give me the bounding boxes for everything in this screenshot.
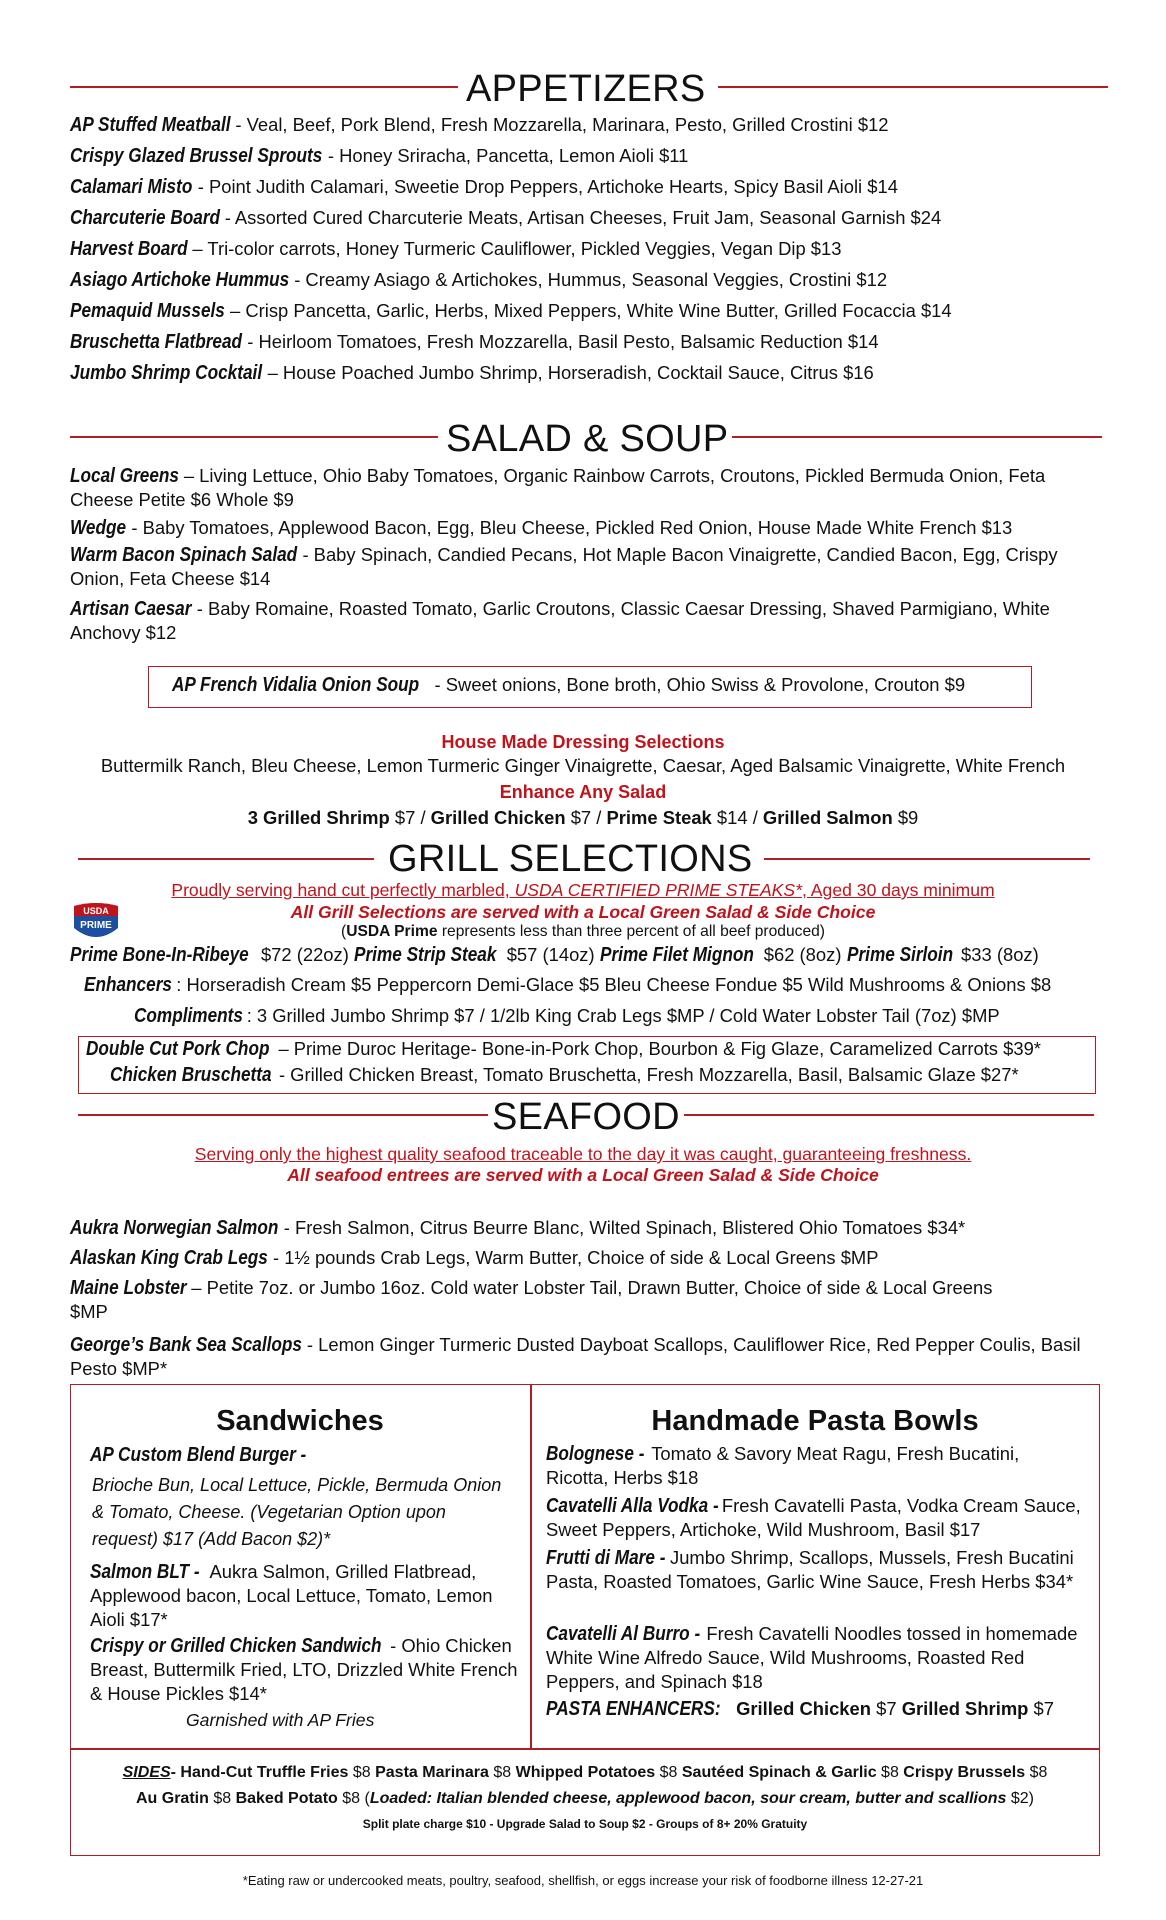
seafood-item: Maine Lobster – Petite 7oz. or Jumbo 16oz. Cold water Lobster Tail, Drawn Butter, Choice of side & Local Greens $MP [70, 1277, 993, 1322]
seafood-item: Aukra Norwegian Salmon - Fresh Salmon, Citrus Beurre Blanc, Wilted Spinach, Blistered Ohio Tomatoes $34* [70, 1217, 966, 1239]
salad-title: SALAD & SOUP [446, 418, 729, 460]
appetizer-desc: - Point Judith Calamari, Sweetie Drop Peppers, Artichoke Hearts, Spicy Basil Aioli $14 [192, 176, 898, 197]
appetizer-item [70, 330, 1110, 354]
compliments-line: Compliments : 3 Grilled Jumbo Shrimp $7 / 1/2lb King Crab Legs $MP / Cold Water Lobster Tail (7oz) $MP [134, 1005, 1000, 1027]
seafood-line1: Serving only the highest quality seafood traceable to the day it was caught, guaranteeing freshness. [194, 1144, 972, 1164]
enhance-heading: Enhance Any Salad [499, 782, 667, 802]
chicken-sandwich: Crispy or Grilled Chicken Sandwich - Ohio Chicken Breast, Buttermilk Fried, LTO, Drizzled White French & House Pickles $14* [90, 1635, 518, 1704]
appetizers-rule-left [70, 86, 458, 88]
appetizer-item [70, 175, 1110, 199]
sides-divider [70, 1748, 1100, 1750]
sides-line1: SIDES- Hand-Cut Truffle Fries $8 Pasta Marinara $8 Whipped Potatoes $8 Sautéed Spinach & Garlic $8 Crispy Brussels $8 [122, 1764, 1048, 1781]
appetizer-name: Pemaquid Mussels [70, 300, 225, 322]
appetizer-item [70, 206, 1110, 230]
pork-chop-line: Double Cut Pork Chop – Prime Duroc Heritage- Bone-in-Pork Chop, Bourbon & Fig Glaze, Caramelized Carrots $39* [86, 1038, 1041, 1060]
appetizer-desc: – House Poached Jumbo Shrimp, Horseradish, Cocktail Sauce, Citrus $16 [262, 362, 874, 383]
footer-disclaimer: *Eating raw or undercooked meats, poultry, seafood, shellfish, or eggs increase your risk of foodborne illness 12-27-21 [242, 1873, 924, 1888]
burger-name: AP Custom Blend Burger - [90, 1444, 307, 1466]
bottom-box-divider [530, 1384, 532, 1748]
badge-top-text: USDA [83, 906, 109, 916]
appetizer-item [70, 299, 1110, 323]
dressing-list: Buttermilk Ranch, Bleu Cheese, Lemon Turmeric Ginger Vinaigrette, Caesar, Aged Balsamic Vinaigrette, White French [100, 755, 1066, 776]
dressing-heading: House Made Dressing Selections [441, 732, 725, 752]
grill-rule-left [78, 858, 374, 860]
pasta-title: Handmade Pasta Bowls [651, 1405, 979, 1437]
appetizer-item [70, 113, 1110, 137]
appetizer-name: AP Stuffed Meatball [70, 114, 231, 136]
seafood-item: Alaskan King Crab Legs - 1½ pounds Crab Legs, Warm Butter, Choice of side & Local Greens $MP [70, 1247, 879, 1269]
chicken-bruschetta-line: Chicken Bruschetta - Grilled Chicken Breast, Tomato Bruschetta, Fresh Mozzarella, Basil, Balsamic Glaze $27* [110, 1064, 1019, 1086]
salad-item: Artisan Caesar - Baby Romaine, Roasted Tomato, Garlic Croutons, Classic Caesar Dressing, Shaved Parmigiano, White Anchovy $12 [70, 598, 1050, 643]
appetizer-item [70, 361, 1110, 385]
burger-desc: Brioche Bun, Local Lettuce, Pickle, Bermuda Onion & Tomato, Cheese. (Vegetarian Option upon request) $17 (Add Bacon $2)* [92, 1475, 502, 1549]
appetizer-name: Crispy Glazed Brussel Sprouts [70, 145, 323, 167]
appetizer-item [70, 268, 1110, 292]
split-plate-note: Split plate charge $10 - Upgrade Salad to Soup $2 - Groups of 8+ 20% Gratuity [362, 1817, 808, 1831]
badge-bottom-text: PRIME [80, 920, 112, 931]
garnish-note: Garnished with AP Fries [186, 1710, 375, 1730]
salad-rule-left [70, 436, 438, 438]
appetizer-name: Calamari Misto [70, 176, 193, 198]
grill-rule-right [764, 858, 1090, 860]
salad-rule-right [732, 436, 1102, 438]
appetizer-desc: - Assorted Cured Charcuterie Meats, Artisan Cheeses, Fruit Jam, Seasonal Garnish $24 [219, 207, 942, 228]
seafood-rule-right [684, 1114, 1094, 1116]
salmon-blt: Salmon BLT - Aukra Salmon, Grilled Flatbread, Applewood bacon, Local Lettuce, Tomato, Lemon Aioli $17* [90, 1561, 493, 1630]
pasta-enhancers: PASTA ENHANCERS: Grilled Chicken $7 Grilled Shrimp $7 [546, 1698, 1054, 1720]
grill-line2: All Grill Selections are served with a Local Green Salad & Side Choice [290, 902, 876, 922]
appetizer-desc: – Crisp Pancetta, Garlic, Herbs, Mixed Peppers, White Wine Butter, Grilled Focaccia $14 [224, 300, 952, 321]
appetizer-desc: - Creamy Asiago & Artichokes, Hummus, Seasonal Veggies, Crostini $12 [289, 269, 888, 290]
appetizer-name: Harvest Board [70, 238, 188, 260]
pasta-item: Bolognese - Tomato & Savory Meat Ragu, Fresh Bucatini, Ricotta, Herbs $18 [546, 1443, 1020, 1488]
appetizer-name: Bruschetta Flatbread [70, 331, 243, 353]
appetizer-item [70, 144, 1110, 168]
seafood-item: George’s Bank Sea Scallops - Lemon Ginger Turmeric Dusted Dayboat Scallops, Cauliflower Rice, Red Pepper Coulis, Basil Pesto $MP* [70, 1334, 1081, 1379]
sides-line2: Au Gratin $8 Baked Potato $8 (Loaded: Italian blended cheese, applewood bacon, sour cream, butter and scallions $2) [135, 1790, 1034, 1807]
seafood-line2: All seafood entrees are served with a Local Green Salad & Side Choice [287, 1165, 879, 1185]
sandwiches-title: Sandwiches [216, 1405, 384, 1437]
grill-line1: Proudly serving hand cut perfectly marbled, USDA CERTIFIED PRIME STEAKS*, Aged 30 days minimum [171, 880, 995, 900]
seafood-title: SEAFOOD [492, 1096, 680, 1138]
appetizer-desc: – Tri-color carrots, Honey Turmeric Cauliflower, Pickled Veggies, Vegan Dip $13 [187, 238, 842, 259]
grill-line3: (USDA Prime represents less than three percent of all beef produced) [341, 923, 825, 940]
pasta-item: Cavatelli Al Burro - Fresh Cavatelli Noodles tossed in homemade White Wine Alfredo Sauce, Wild Mushrooms, Roasted Red Peppers, and Spinach $18 [546, 1623, 1078, 1692]
appetizer-name: Asiago Artichoke Hummus [70, 269, 290, 291]
pasta-item: Frutti di Mare - Jumbo Shrimp, Scallops, Mussels, Fresh Bucatini Pasta, Roasted Tomatoes, Garlic Wine Sauce, Fresh Herbs $34* [546, 1547, 1074, 1592]
enhancers-line: Enhancers : Horseradish Cream $5 Peppercorn Demi-Glace $5 Bleu Cheese Fondue $5 Wild Mushrooms & Onions $8 [84, 974, 1052, 996]
appetizers-rule-right [718, 86, 1108, 88]
appetizer-name: Jumbo Shrimp Cocktail [70, 362, 263, 384]
soup-line: AP French Vidalia Onion Soup - Sweet onions, Bone broth, Ohio Swiss & Provolone, Crouton $9 [172, 674, 966, 696]
appetizers-title: APPETIZERS [466, 68, 706, 110]
salad-item: Wedge - Baby Tomatoes, Applewood Bacon, Egg, Bleu Cheese, Pickled Red Onion, House Made White French $13 [70, 517, 1013, 539]
enhance-line: 3 Grilled Shrimp $7 / Grilled Chicken $7 / Prime Steak $14 / Grilled Salmon $9 [247, 807, 919, 828]
appetizer-desc: - Heirloom Tomatoes, Fresh Mozzarella, Basil Pesto, Balsamic Reduction $14 [242, 331, 879, 352]
salad-item: Warm Bacon Spinach Salad - Baby Spinach, Candied Pecans, Hot Maple Bacon Vinaigrette, Candied Bacon, Egg, Crispy Onion, Feta Cheese $14 [70, 544, 1058, 589]
appetizer-desc: - Veal, Beef, Pork Blend, Fresh Mozzarella, Marinara, Pesto, Grilled Crostini $12 [230, 114, 889, 135]
seafood-rule-left [78, 1114, 488, 1116]
appetizer-name: Charcuterie Board [70, 207, 221, 229]
salad-item: Local Greens – Living Lettuce, Ohio Baby Tomatoes, Organic Rainbow Carrots, Croutons, Pickled Bermuda Onion, Feta Cheese Petite $6 Whole $9 [70, 465, 1046, 510]
pasta-item: Cavatelli Alla Vodka - Fresh Cavatelli Pasta, Vodka Cream Sauce, Sweet Peppers, Artichoke, Wild Mushroom, Basil $17 [546, 1495, 1081, 1540]
appetizer-item [70, 237, 1110, 261]
grill-title: GRILL SELECTIONS [388, 838, 753, 880]
appetizer-desc: - Honey Sriracha, Pancetta, Lemon Aioli $11 [322, 145, 689, 166]
steaks-line: Prime Bone-In-Ribeye $72 (22oz) Prime Strip Steak $57 (14oz) Prime Filet Mignon $62 (8oz) Prime Sirloin $33 (8oz) [70, 944, 1039, 966]
